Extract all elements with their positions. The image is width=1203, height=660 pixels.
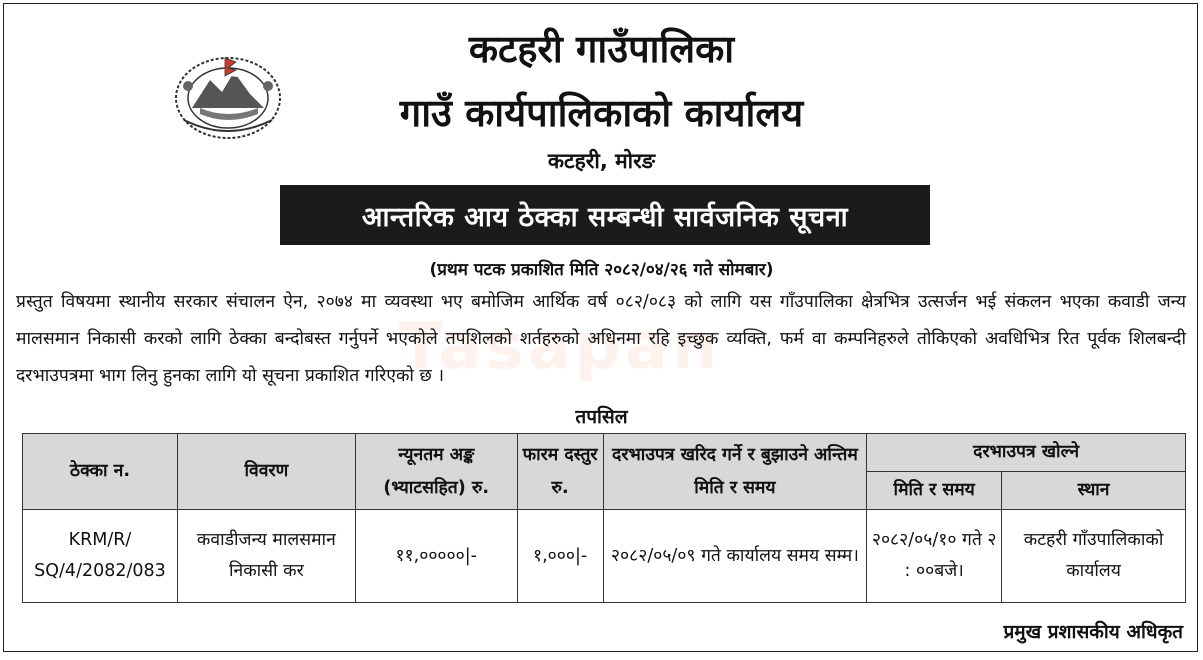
header-opening-datetime: मिति र समय xyxy=(867,472,1002,510)
header-form-fee: फारम दस्तुर रु. xyxy=(517,434,603,510)
tender-table xyxy=(22,433,1186,603)
office-name: गाउँ कार्यपालिकाको कार्यालय xyxy=(399,91,804,135)
municipality-name: कटहरी गाउँपालिका xyxy=(468,27,735,71)
header-contract-no: ठेक्का न. xyxy=(23,434,178,510)
office-address: कटहरी, मोरङ xyxy=(547,149,656,173)
cell-purchase-deadline: २०८२/०५/०९ गते कार्यालय समय सम्म। xyxy=(603,510,867,603)
header-purchase-deadline: दरभाउपत्र खरिद गर्ने र बुझाउने अन्तिम मिति र समय xyxy=(603,434,867,510)
signatory-title: प्रमुख प्रशासकीय अधिकृत xyxy=(1003,621,1183,643)
header-opening-place: स्थान xyxy=(1002,472,1186,510)
notice-title: आन्तरिक आय ठेक्का सम्बन्धी सार्वजनिक सूचना xyxy=(361,201,849,233)
cell-minimum-amount: ११,०००००|- xyxy=(355,510,517,603)
publication-date: (प्रथम पटक प्रकाशित मिति २०८२/०४/२६ गते सोमबार) xyxy=(429,260,774,280)
cell-form-fee: १,०००|- xyxy=(517,510,603,603)
notice-title-banner xyxy=(280,185,930,245)
schedule-heading: तपसिल xyxy=(575,406,628,428)
watermark: Tasapan xyxy=(399,310,722,384)
header-minimum-amount: न्यूनतम अङ्क (भ्याटसहित) रु. xyxy=(355,434,517,510)
cell-description: कवाडीजन्य मालसमान निकासी कर xyxy=(177,510,355,603)
table-header-row xyxy=(23,434,1186,472)
header-description: विवरण xyxy=(177,434,355,510)
cell-opening-datetime: २०८२/०५/१० गते २ : ००बजे। xyxy=(867,510,1002,603)
notice-body: प्रस्तुत विषयमा स्थानीय सरकार संचालन ऐन, २०७४ मा व्यवस्था भए बमोजिम आर्थिक वर्ष ०८२/०८३ को लागि यस गाँउपालिका क्षेत्रभित्र उत्सर्जन भई संकलन भएका कवाडी जन्य मालसमान निकासी करको लागि ठेक्का बन्दोबस्त गर्नुपर्ने भएकोले तपशिलको शर्तहरुको अधिनमा रहि इच्छुक व्यक्ति, फर्म वा कम्पनिहरुले तोकिएको अवधिभित्र रित पूर्वक शिलबन्दी दरभाउपत्रमा भाग लिनु हुनका लागि यो सूचना प्रकाशित गरिएको छ । xyxy=(16,292,1186,386)
cell-opening-place: कटहरी गाँउपालिकाको कार्यालय xyxy=(1002,510,1186,603)
table-row xyxy=(23,510,1186,603)
notice-page xyxy=(3,3,1198,652)
header-opening-group: दरभाउपत्र खोल्ने xyxy=(867,434,1186,472)
cell-contract-no: KRM/R/ SQ/4/2082/083 xyxy=(23,510,178,603)
